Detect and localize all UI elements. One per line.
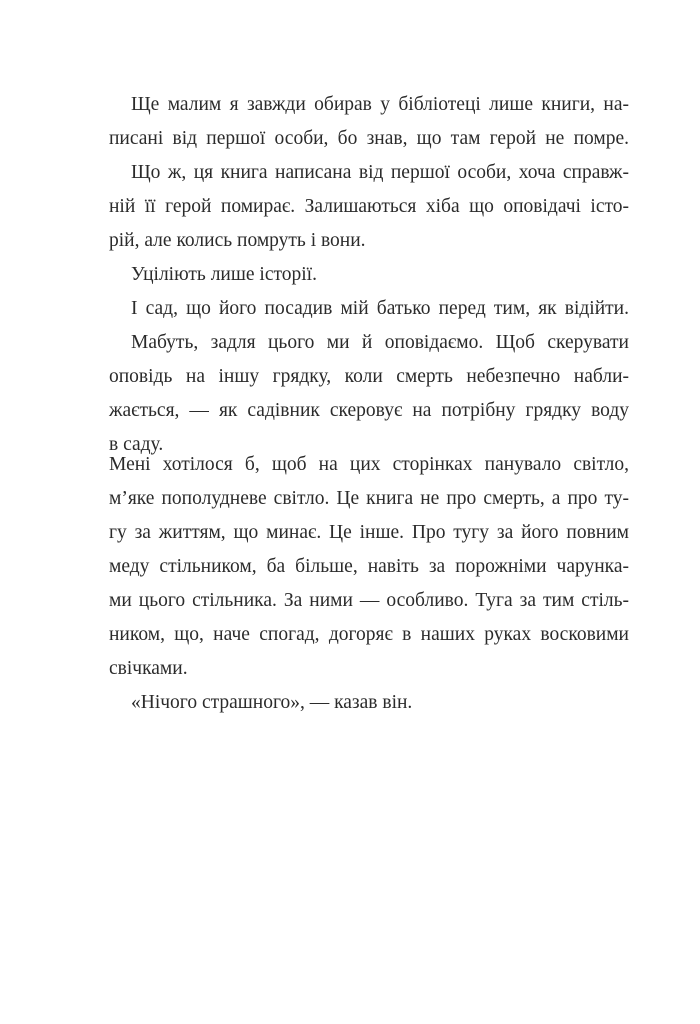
text-line: жається, — як садівник скеровує на потрібну грядку воду [109,400,629,421]
text-line: рій, але колись помруть і вони. [109,230,366,251]
text-line: м’яке пополудневе світло. Це книга не про смерть, а про ту- [109,488,629,509]
text-line: писані від першої особи, бо знав, що там герой не помре. [109,128,629,149]
text-line: Уціліють лише історії. [131,264,317,285]
text-line: оповідь на іншу грядку, коли смерть небезпечно набли- [109,366,629,387]
text-section-2 [109,448,629,720]
text-line: в саду. [109,434,164,455]
text-section-1 [109,88,629,462]
text-line: І сад, що його посадив мій батько перед тим, як відійти. [131,298,629,319]
text-line: ником, що, наче спогад, догоряє в наших руках восковими [109,624,629,645]
text-line: Що ж, ця книга написана від першої особи, хоча справж- [131,162,629,183]
text-line: меду стільником, ба більше, навіть за порожніми чарунка- [109,556,629,577]
text-line: гу за життям, що минає. Це інше. Про тугу за його повним [109,522,629,543]
text-line: «Нічого страшного», — казав він. [131,692,413,713]
text-line: свічками. [109,658,188,679]
text-line: ній її герой помирає. Залишаються хіба що оповідачі істо- [109,196,629,217]
text-line: Мабуть, задля цього ми й оповідаємо. Щоб скерувати [131,332,629,353]
text-line: Ще малим я завжди обирав у бібліотеці лише книги, на- [131,94,629,115]
text-line: ми цього стільника. За ними — особливо. Туга за тим стіль- [109,590,629,611]
text-line: Мені хотілося б, щоб на цих сторінках панувало світло, [109,454,629,475]
